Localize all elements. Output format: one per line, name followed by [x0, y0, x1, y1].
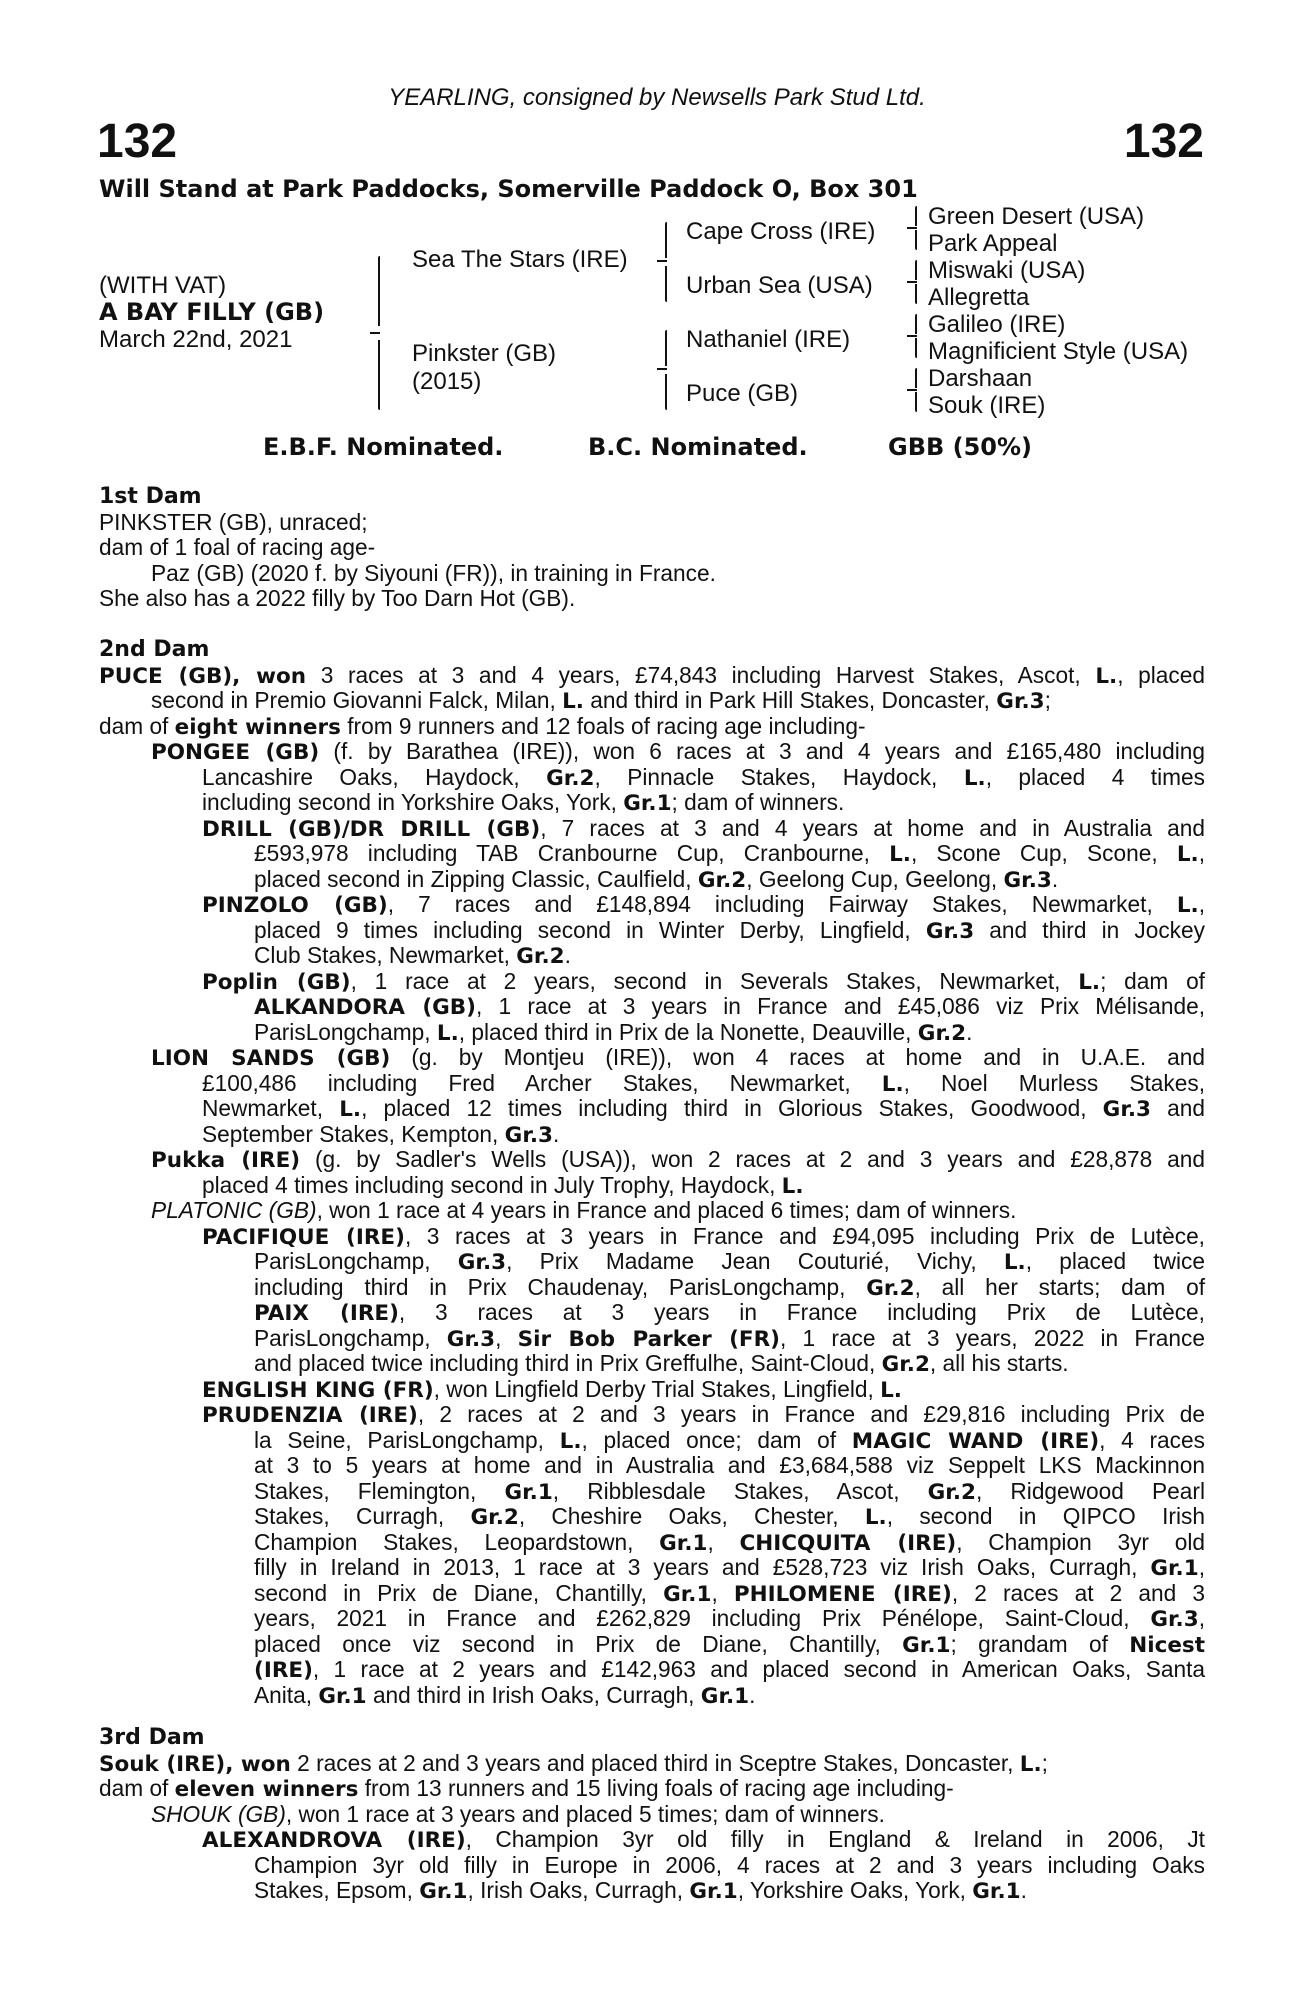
text: Stakes, Epsom, — [254, 1877, 420, 1903]
text: , — [1198, 1554, 1205, 1580]
first-dam-heading: 1st Dam — [99, 484, 202, 509]
paix-line — [99, 1300, 1205, 1326]
g-brace-1b — [915, 230, 917, 250]
first-dam-line: She also has a 2022 filly by Too Darn Hot (GB). — [99, 585, 576, 611]
text: , — [707, 1528, 740, 1555]
pukka-line — [99, 1173, 1205, 1199]
text: ; dam of — [1100, 967, 1205, 994]
horse: Sir Bob Parker (FR) — [517, 1326, 780, 1352]
text: , Pinnacle Stakes, Haydock, — [594, 763, 964, 790]
sire-brace-top — [665, 222, 667, 258]
group: Gr.2 — [881, 1352, 930, 1377]
dam-year: (2015) — [412, 368, 482, 395]
text: , Noel Murless Stakes, — [903, 1069, 1205, 1096]
group: Gr.2 — [927, 1479, 976, 1505]
text: Newmarket, — [202, 1095, 340, 1121]
text: second in Premio Giovanni Falck, Milan, — [151, 687, 563, 713]
prudenzia-line — [99, 1428, 1205, 1454]
horse: ALEXANDROVA (IRE) — [202, 1828, 466, 1853]
prudenzia-line — [99, 1581, 1205, 1607]
pacifique-line — [99, 1275, 1205, 1301]
text: . — [749, 1681, 756, 1708]
text: placed once viz second in Prix de Diane, Chantilly, — [254, 1630, 903, 1657]
text: including second in Yorkshire Oaks, York, — [202, 789, 624, 815]
listed: L. — [864, 1505, 887, 1530]
text: ; — [1041, 1749, 1048, 1776]
text: , all his starts. — [929, 1350, 1069, 1376]
text: , placed 12 times including third in Glorious Stakes, Goodwood, — [361, 1095, 1103, 1121]
prudenzia-line — [99, 1479, 1205, 1505]
text: , 3 races at 3 years in France and £94,095 including Prix de Lutèce, — [404, 1222, 1205, 1249]
horse: (IRE) — [254, 1658, 313, 1683]
granddam-2: Allegretta — [928, 284, 1030, 311]
pinzolo-line — [99, 918, 1205, 944]
horse: Nicest — [1129, 1632, 1205, 1658]
lion-line — [99, 1071, 1205, 1097]
text: , 1 race at 3 years, 2022 in France — [780, 1324, 1205, 1351]
text: 3 races at 3 and 4 years, £74,843 including Harvest Stakes, Ascot, — [306, 661, 1096, 688]
g-brace-4b — [915, 392, 917, 412]
horse: PONGEE (GB) — [151, 740, 320, 765]
horse: PRUDENZIA (IRE) — [202, 1403, 418, 1428]
pukka-line — [99, 1147, 1205, 1173]
prudenzia-line — [99, 1530, 1205, 1556]
text: , placed third in Prix de la Nonette, Deauville, — [458, 1018, 918, 1045]
listed: L. — [1078, 969, 1101, 995]
ebf-nomination: E.B.F. Nominated. — [263, 433, 504, 461]
text: . — [1051, 865, 1059, 892]
horse: LION SANDS (GB) — [151, 1046, 391, 1071]
g-brace-2-tip — [907, 281, 917, 283]
group: Gr.2 — [917, 1020, 967, 1046]
group: Gr.3 — [925, 918, 975, 944]
alexandrova-line — [99, 1878, 1205, 1904]
puce-line — [99, 663, 1205, 689]
listed: L. — [1019, 1751, 1042, 1777]
dam-sire: Nathaniel (IRE) — [686, 326, 851, 353]
listed: L. — [1176, 893, 1199, 918]
text: and third in Park Hill Stakes, Doncaster, — [583, 687, 997, 713]
group: Gr.1 — [419, 1879, 468, 1904]
text: , — [1198, 840, 1205, 866]
text: dam of — [99, 1775, 175, 1801]
text: , 7 races at 3 and 4 years at home and in Australia and — [540, 814, 1206, 841]
prudenzia-line — [99, 1606, 1205, 1632]
puce-line — [99, 688, 1205, 714]
group: Gr.2 — [866, 1275, 915, 1301]
pongee-line — [99, 790, 1205, 816]
shouk-line — [99, 1802, 1205, 1828]
g-brace-3b — [915, 338, 917, 358]
text: and — [1150, 1095, 1205, 1121]
bc-nomination: B.C. Nominated. — [588, 433, 808, 461]
group: Gr.2 — [470, 1505, 519, 1530]
drill-line — [99, 841, 1205, 867]
text: , Champion 3yr old — [956, 1528, 1205, 1555]
listed: L. — [1003, 1250, 1026, 1275]
prudenzia-line — [99, 1632, 1205, 1658]
horse: DRILL (GB)/DR DRILL (GB) — [202, 816, 541, 842]
group: Gr.1 — [700, 1683, 750, 1709]
lion-line — [99, 1096, 1205, 1122]
first-dam-section — [99, 484, 1205, 612]
g-brace-2b — [915, 284, 917, 304]
platonic-line — [99, 1198, 1205, 1224]
pedigree-brace-tip — [370, 332, 380, 334]
text: placed 4 times including second in July Trophy, Haydock, — [202, 1171, 782, 1198]
dam-name-puce: PUCE (GB), won — [99, 663, 307, 689]
grandsire-2: Miswaki (USA) — [928, 257, 1086, 284]
pinzolo-line — [99, 892, 1205, 918]
text: September Stakes, Kempton, — [202, 1120, 505, 1147]
pongee-line — [99, 739, 1205, 765]
text: dam of — [99, 712, 175, 739]
text: second in Prix de Diane, Chantilly, — [254, 1579, 664, 1606]
text: . — [552, 1120, 560, 1147]
pedigree-brace-bottom — [378, 340, 380, 410]
listed: L. — [562, 689, 584, 714]
listed: L. — [880, 1377, 902, 1403]
pacifique-line — [99, 1249, 1205, 1275]
text: Stakes, Curragh, — [254, 1503, 471, 1529]
text: , placed twice — [1025, 1248, 1205, 1274]
sire-dam: Urban Sea (USA) — [686, 272, 873, 299]
text: placed 9 times including second in Winter Derby, Lingfield, — [254, 916, 926, 943]
listed: L. — [889, 842, 911, 867]
text: (g. by Montjeu (IRE)), won 4 races at home and in U.A.E. and — [390, 1044, 1205, 1070]
souk-line — [99, 1751, 1205, 1777]
text: , placed 4 times — [985, 763, 1205, 790]
grandsire-1: Green Desert (USA) — [928, 203, 1145, 230]
group: Gr.3 — [1102, 1097, 1151, 1122]
text: , Champion 3yr old filly in England & Ireland in 2006, Jt — [465, 1826, 1205, 1852]
dam-brace-bottom — [665, 374, 667, 410]
group: Gr.3 — [1150, 1607, 1199, 1632]
group: Gr.2 — [697, 867, 747, 893]
group: Gr.1 — [689, 1879, 738, 1904]
dam-name: Pinkster (GB) — [412, 340, 557, 367]
first-dam-line: dam of 1 foal of racing age- — [99, 534, 376, 560]
g-brace-2a — [915, 260, 917, 280]
text: ; — [1044, 687, 1051, 713]
lion-line — [99, 1045, 1205, 1071]
listed: L. — [881, 1071, 904, 1097]
dam-brace-top — [665, 330, 667, 366]
poplin-line — [99, 969, 1205, 995]
pinzolo-line — [99, 943, 1205, 969]
sire-brace-bottom — [665, 266, 667, 302]
text: including third in Prix Chaudenay, ParisLongchamp, — [254, 1273, 867, 1300]
granddam-1: Park Appeal — [928, 230, 1058, 257]
alexandrova-line: Champion 3yr old filly in Europe in 2006, 4 races at 2 and 3 years including Oaks — [254, 1851, 1205, 1878]
lot-number-left: 132 — [97, 115, 178, 168]
sire: Sea The Stars (IRE) — [412, 246, 628, 273]
text: , 1 race at 2 years, second in Severals Stakes, Newmarket, — [350, 967, 1079, 994]
horse: PACIFIQUE (IRE) — [202, 1224, 405, 1250]
text: ParisLongchamp, — [254, 1248, 458, 1274]
text: and third in Irish Oaks, Curragh, — [366, 1681, 701, 1708]
text: from 13 runners and 15 living foals of racing age including- — [358, 1775, 954, 1801]
text: , won 1 race at 3 years and placed 5 times; dam of winners. — [285, 1800, 885, 1827]
pongee-line — [99, 765, 1205, 791]
text: , 1 race at 2 years and £142,963 and placed second in American Oaks, Santa — [312, 1656, 1205, 1682]
group: Gr.2 — [516, 944, 565, 969]
prudenzia-line: at 3 to 5 years at home and in Australia and £3,684,588 viz Seppelt LKS Mackinnon — [254, 1452, 1205, 1478]
stand-location: Will Stand at Park Paddocks, Somerville Paddock O, Box 301 — [99, 175, 918, 203]
group: Gr.1 — [318, 1683, 367, 1709]
text: , Scone Cup, Scone, — [910, 840, 1177, 866]
text: , 4 races — [1099, 1426, 1205, 1453]
horse: Pukka (IRE) — [151, 1148, 301, 1173]
paix-line — [99, 1326, 1205, 1352]
group: Gr.1 — [663, 1581, 712, 1607]
text: from 9 runners and 12 foals of racing age including- — [340, 712, 866, 739]
text: Lancashire Oaks, Haydock, — [202, 763, 547, 790]
text: . — [966, 1018, 973, 1045]
text: ParisLongchamp, — [254, 1018, 437, 1045]
group: Gr.1 — [902, 1632, 951, 1658]
english-king-line — [99, 1377, 1205, 1403]
alkandora-line — [99, 1020, 1205, 1046]
horse: Poplin (GB) — [202, 969, 351, 995]
horse: PLATONIC (GB) — [151, 1197, 317, 1223]
text: , — [711, 1579, 734, 1606]
text: ParisLongchamp, — [254, 1324, 447, 1351]
drill-line — [99, 867, 1205, 893]
text: . — [564, 942, 571, 968]
text: , Cheshire Oaks, Chester, — [518, 1503, 865, 1529]
text: , 2 races at 2 and 3 years in France and £29,816 including Prix de — [417, 1401, 1206, 1427]
text: Champion Stakes, Leopardstown, — [254, 1528, 660, 1555]
text: , 1 race at 3 years in France and £45,086 viz Prix Mélisande, — [476, 993, 1206, 1019]
text: , all her starts; dam of — [914, 1273, 1206, 1300]
text: £593,978 including TAB Cranbourne Cup, Cranbourne, — [254, 840, 890, 866]
group: Gr.1 — [504, 1479, 553, 1505]
granddam-3: Magnificient Style (USA) — [928, 338, 1189, 365]
text: 2 races at 2 and 3 years and placed third in Sceptre Stakes, Doncaster, — [290, 1749, 1020, 1776]
listed: L. — [1095, 663, 1118, 689]
horse: ENGLISH KING (FR) — [202, 1377, 434, 1403]
second-dam-heading: 2nd Dam — [99, 637, 210, 662]
group: Gr.3 — [996, 689, 1045, 714]
winners-count: eight winners — [174, 714, 341, 740]
second-dam-section — [99, 637, 1205, 1708]
text: . — [1020, 1877, 1027, 1903]
horse: MAGIC WAND (IRE) — [851, 1428, 1100, 1454]
dam-brace-tip — [657, 368, 667, 370]
sire-brace-tip — [657, 260, 667, 262]
text: Club Stakes, Newmarket, — [254, 942, 517, 968]
prudenzia-line — [99, 1683, 1205, 1709]
prudenzia-line — [99, 1504, 1205, 1530]
horse-name: A BAY FILLY (GB) — [99, 298, 325, 326]
horse: SHOUK (GB) — [151, 1800, 286, 1827]
text: la Seine, ParisLongchamp, — [254, 1426, 560, 1453]
text: , placed once; dam of — [581, 1426, 852, 1453]
consignment-line: YEARLING, consigned by Newsells Park Stud Ltd. — [388, 84, 926, 111]
text: , Yorkshire Oaks, York, — [737, 1877, 973, 1903]
text: , Ribblesdale Stakes, Ascot, — [552, 1477, 928, 1504]
group: Gr.3 — [457, 1250, 507, 1275]
group: Gr.1 — [1150, 1556, 1199, 1581]
text: , 2 races at 2 and 3 — [951, 1579, 1206, 1606]
text: (g. by Sadler's Wells (USA)), won 2 races at 2 and 3 years and £28,878 and — [300, 1146, 1205, 1172]
listed: L. — [1176, 842, 1199, 867]
text: , 7 races and £148,894 including Fairway Stakes, Newmarket, — [387, 891, 1177, 917]
group: Gr.2 — [546, 765, 595, 791]
listed: L. — [963, 765, 986, 791]
text: and placed twice including third in Prix Greffulhe, Saint-Cloud, — [254, 1350, 882, 1376]
horse: PHILOMENE (IRE) — [733, 1581, 952, 1607]
text: , 3 races at 3 years in France including Prix de Lutèce, — [398, 1299, 1205, 1325]
text: , second in QIPCO Irish — [886, 1503, 1205, 1529]
text: , — [1198, 891, 1205, 917]
listed: L. — [559, 1428, 582, 1454]
text: placed second in Zipping Classic, Caulfield, — [254, 865, 698, 892]
listed: L. — [436, 1020, 459, 1046]
grandsire-3: Galileo (IRE) — [928, 311, 1066, 338]
gbb-note: GBB (50%) — [888, 433, 1033, 461]
paix-line — [99, 1351, 1205, 1377]
text: , — [495, 1324, 518, 1351]
text: £100,486 including Fred Archer Stakes, Newmarket, — [202, 1069, 882, 1096]
listed: L. — [781, 1173, 804, 1199]
pacifique-line — [99, 1224, 1205, 1250]
group: Gr.3 — [446, 1326, 496, 1352]
horse: CHICQUITA (IRE) — [739, 1530, 957, 1556]
text: and third in Jockey — [974, 916, 1205, 943]
first-dam-line: PINKSTER (GB), unraced; — [99, 508, 368, 535]
drill-line — [99, 816, 1205, 842]
text: , won 1 race at 4 years in France and placed 6 times; dam of winners. — [316, 1197, 1017, 1223]
text: , won Lingfield Derby Trial Stakes, Lingfield, — [433, 1375, 881, 1402]
alkandora-line — [99, 994, 1205, 1020]
horse: Souk (IRE), won — [99, 1751, 291, 1777]
text: , Prix Madame Jean Couturié, Vichy, — [506, 1248, 1004, 1274]
pedigree-brace-top — [378, 256, 380, 326]
g-brace-1a — [915, 206, 917, 226]
group: Gr.1 — [972, 1879, 1021, 1904]
first-dam-line: Paz (GB) (2020 f. by Siyouni (FR)), in training in France. — [151, 559, 716, 586]
horse: ALKANDORA (GB) — [254, 995, 477, 1020]
text: , — [1198, 1605, 1205, 1631]
horse: PINZOLO (GB) — [202, 893, 388, 918]
text: , placed — [1117, 661, 1205, 688]
g-brace-3-tip — [907, 335, 917, 337]
text: ; dam of winners. — [671, 789, 845, 815]
granddam-4: Souk (IRE) — [928, 392, 1046, 419]
g-brace-4-tip — [907, 389, 917, 391]
prudenzia-line — [99, 1402, 1205, 1428]
vat-note: (WITH VAT) — [99, 272, 227, 299]
sire-sire: Cape Cross (IRE) — [686, 218, 876, 245]
puce-line — [99, 714, 1205, 740]
winners-count: eleven winners — [174, 1777, 359, 1802]
text: ; grandam of — [950, 1630, 1130, 1657]
group: Gr.3 — [504, 1122, 553, 1148]
alexandrova-line — [99, 1827, 1205, 1853]
grandsire-4: Darshaan — [928, 365, 1033, 392]
text: , Irish Oaks, Curragh, — [467, 1877, 690, 1903]
third-dam-section — [99, 1725, 1205, 1904]
dam-dam: Puce (GB) — [686, 380, 799, 407]
g-brace-3a — [915, 314, 917, 334]
g-brace-1-tip — [907, 227, 917, 229]
prudenzia-line — [99, 1657, 1205, 1683]
lion-line — [99, 1122, 1205, 1148]
group: Gr.3 — [1003, 867, 1052, 893]
text: Stakes, Flemington, — [254, 1477, 505, 1504]
text: Anita, — [254, 1681, 319, 1708]
text: (f. by Barathea (IRE)), won 6 races at 3 and 4 years and £165,480 including — [319, 738, 1205, 764]
group: Gr.1 — [659, 1530, 708, 1556]
lot-number-right: 132 — [1123, 115, 1204, 168]
text: , Geelong Cup, Geelong, — [746, 865, 1004, 892]
prudenzia-line — [99, 1555, 1205, 1581]
horse: PAIX (IRE) — [254, 1301, 399, 1326]
souk-line — [99, 1776, 1205, 1802]
third-dam-heading: 3rd Dam — [99, 1725, 205, 1750]
text: filly in Ireland in 2013, 1 race at 3 years and £528,723 viz Irish Oaks, Curragh, — [254, 1554, 1151, 1580]
group: Gr.1 — [623, 791, 672, 816]
foaling-date: March 22nd, 2021 — [99, 326, 293, 353]
g-brace-4a — [915, 368, 917, 388]
listed: L. — [339, 1097, 362, 1122]
text: , Ridgewood Pearl — [975, 1477, 1206, 1504]
text: years, 2021 in France and £262,829 including Prix Pénélope, Saint-Cloud, — [254, 1605, 1151, 1631]
